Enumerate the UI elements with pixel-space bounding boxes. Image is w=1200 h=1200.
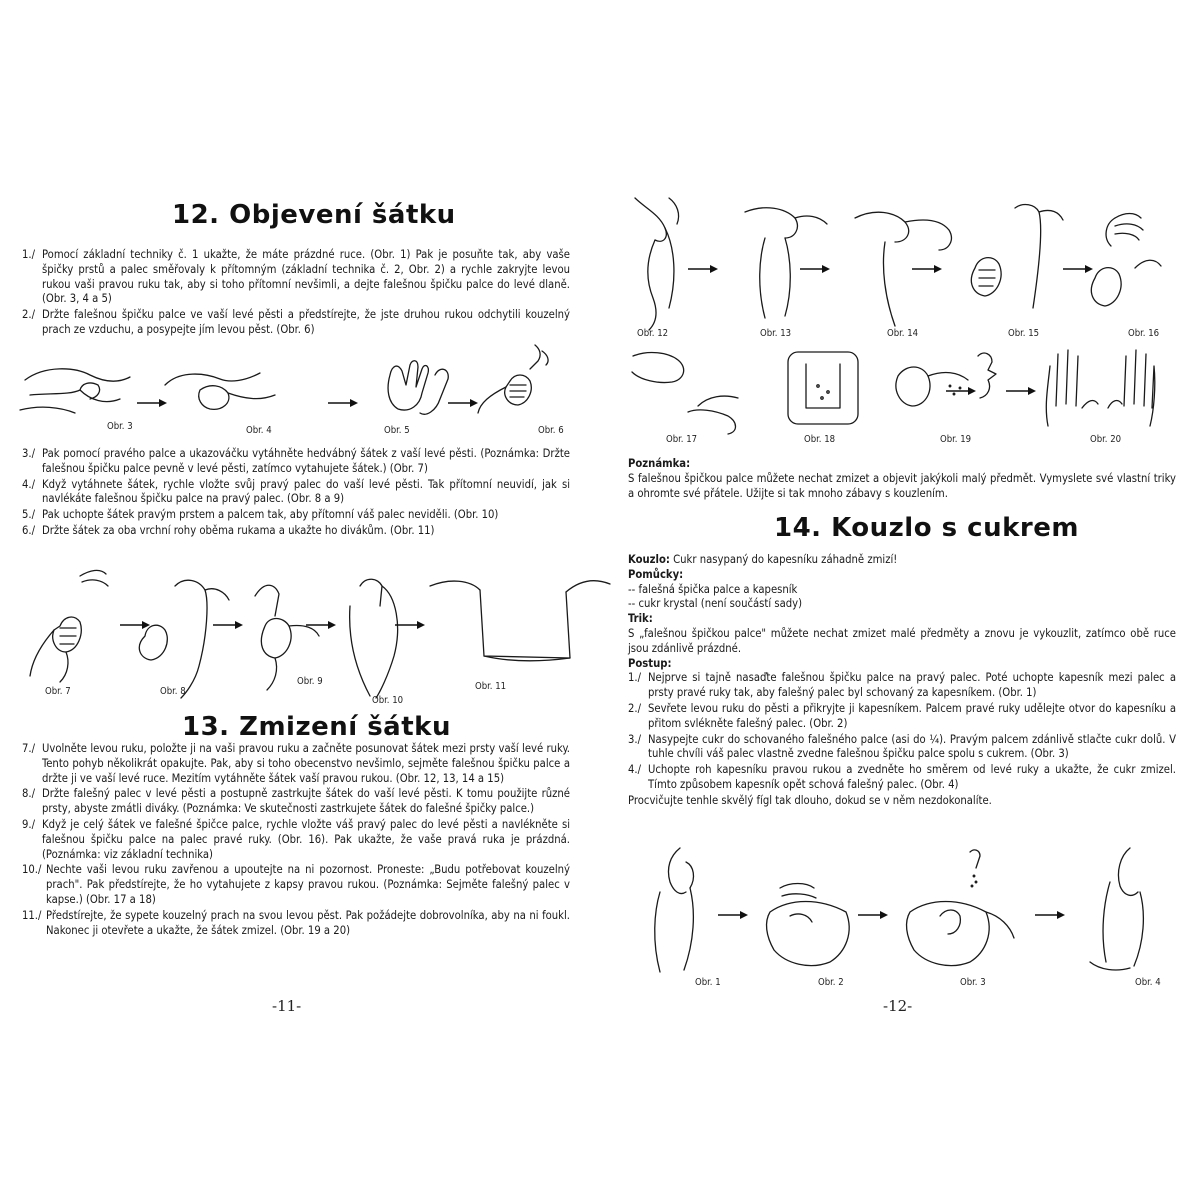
arrow-icon xyxy=(120,620,150,630)
arrow-icon xyxy=(1006,386,1036,396)
figure-label: Obr. 5 xyxy=(384,425,410,436)
figure-label: Obr. 14 xyxy=(887,328,919,339)
figure-label: Obr. 12 xyxy=(637,328,669,339)
figure-label: Obr. 1 xyxy=(695,977,721,988)
figure-label: Obr. 19 xyxy=(940,434,972,445)
step-item: 2./ Sevřete levou ruku do pěsti a přikryjte ji kapesníkem. Palcem pravé ruky udělejte otvor do kapesníku a přitom svlékněte falešný palec. (Obr. 2) xyxy=(628,701,1176,730)
step-item: 5./ Pak uchopte šátek pravým prstem a palcem tak, aby přítomní váš palec neviděli. (Obr. 10) xyxy=(22,508,499,522)
section-12-title: 12. Objevení šátku xyxy=(172,200,456,230)
section-12-steps xyxy=(22,248,570,339)
hand-illustration-obr-7 xyxy=(30,570,108,682)
hands-illustration-obr-13 xyxy=(745,208,827,318)
arrow-icon xyxy=(800,264,830,274)
figure-label: Obr. 18 xyxy=(804,434,836,445)
figure-label: Obr. 3 xyxy=(107,421,133,432)
step-item: 4./ Uchopte roh kapesníku pravou rukou a zvedněte ho směrem od levé ruky a ukažte, že cukr zmizel. Tímto způsobem kapesník opět schová falešný palec. (Obr. 4) xyxy=(628,763,1176,791)
step-item: 2./ Držte falešnou špičku palce ve vaší levé pěsti a předstírejte, že jste druhou rukou odchytili kouzelný prach ze vzduchu, a posypejte jím levou pěst. (Obr. 6) xyxy=(22,308,570,336)
section-12-steps-continued xyxy=(22,447,570,540)
page-number: -11- xyxy=(272,997,302,1015)
pocket-illustration-obr-18 xyxy=(788,352,858,424)
arrow-icon xyxy=(718,910,748,920)
section-14-title: 14. Kouzlo s cukrem xyxy=(774,513,1079,543)
note-label: Poznámka: xyxy=(628,457,691,470)
arrow-icon xyxy=(946,386,976,396)
step-item: 7./ Uvolněte levou ruku, položte ji na vaši pravou ruku a začněte posunovat šátek mezi prsty vaší levé ruky. Tento pohyb několikrát opakujte. Pak, aby si toho obecenstvo nevšimlo, sejměte falešnou špičku palce a držte ji ve vaší levé ruce. Mezitím vytáhněte šátek vaší pravou rukou. (Obr. 12, 13, 14 a 15) xyxy=(22,742,570,785)
arrow-icon xyxy=(328,398,358,408)
arrow-icon xyxy=(448,398,478,408)
page-number: -12- xyxy=(883,997,913,1015)
step-item: 1./ Pomocí základní techniky č. 1 ukažte, že máte prázdné ruce. (Obr. 1) Pak je posuňte tak, aby vaše špičky prstů a palec směřovaly k přítomným (základní technika č. 2, Obr. 2) a rychle zakryjte levou rukou vaši pravou ruku tak, aby si toho přítomní nevšimli, a dejte falešnou špičku palce do levé dlaně. (Obr. 3, 4 a 5) xyxy=(22,248,570,306)
figure-label: Obr. 3 xyxy=(960,977,986,988)
section-13-title: 13. Zmizení šátku xyxy=(182,712,451,742)
figure-label: Obr. 4 xyxy=(1135,977,1161,988)
figure-row-obr-17-20 xyxy=(628,346,1188,436)
figure-label: Obr. 17 xyxy=(666,434,698,445)
figure-label: Obr. 8 xyxy=(160,686,186,697)
note-text: S falešnou špičkou palce můžete nechat zmizet a objevit jakýkoli malý předmět. Vymyslete své vlastní triky a ohromte své přátele. Užijte si tak mnoho zábavy s kouzlením. xyxy=(628,471,1176,500)
section-13-steps xyxy=(22,742,570,939)
section-14-body: Kouzlo: Cukr nasypaný do kapesníku záhadně zmizí! Pomůcky: -- falešná špička palce a kapesník -- cukr krystal (není součástí sady) Trik: S „falešnou špičkou palce" můžete nechat zmizet malé předměty a znovu je vykouzlit, zatímco obě ruce jsou zdánlivě prázdné. Postup: 1./ Nejprve si tajně nasaďte falešnou špičku palce na pravý palec. Poté uchopte kapesník mezi palec a prsty pravé ruky tak, aby falešný palec byl schovaný za kapesníkem. (Obr. 1) 2./ Sevřete levou ruku do pěsti a přikryjte ji kapesníkem. Palcem pravé ruky udělejte otvor do kapesníku a přitom svlékněte falešný palec. (Obr. 2) 3./ Nasypejte cukr do schovaného falešného palce (asi do ¼). Pravým palcem zdánlivě stlačte cukr dolů. V tuhle chvíli váš palec vlastně zvedne falešnou špičku palce spolu s cukrem. (Obr. 3) 4./ Uchopte roh kapesníku pravou rukou a zvedněte ho směrem od levé ruky a ukažte, že cukr zmizel. Tímto způsobem kapesník opět schová falešný palec. (Obr. 4) Procvičujte tenhle skvělý fígl tak dlouho, dokud se v něm nezdokonalíte. xyxy=(628,553,1176,807)
note-block xyxy=(628,457,1176,501)
hands-illustration-obr-3 xyxy=(907,850,1014,966)
figure-label: Obr. 10 xyxy=(372,695,404,706)
trik-text: S „falešnou špičkou palce" můžete nechat zmizet malé předměty a znovu je vykouzlit, zatímco obě ruce jsou zdánlivě prázdné. xyxy=(628,626,1176,655)
hands-illustration-obr-16 xyxy=(1091,214,1161,307)
hands-illustration-obr-1 xyxy=(655,848,694,972)
hands-illustration-obr-4 xyxy=(1090,848,1143,970)
figure-label: Obr. 11 xyxy=(475,681,507,692)
step-item: 10./ Nechte vaši levou ruku zavřenou a upoutejte na ni pozornost. Proneste: „Budu potřebovat kouzelný prach". Pak předstírejte, že ho vytahujete z kapsy pravou rukou. (Poznámka: Sejměte falešný palec v kapse.) (Obr. 17 a 18) xyxy=(22,863,570,906)
hands-illustration-obr-10 xyxy=(350,579,398,698)
figure-label: Obr. 20 xyxy=(1090,434,1122,445)
hands-illustration-obr-9 xyxy=(255,585,319,690)
figure-label: Obr. 4 xyxy=(246,425,272,436)
step-item: 8./ Držte falešný palec v levé pěsti a postupně zastrkujte šátek do vaší levé pěsti. K tomu použijte různé prsty, abyste zmátli diváky. (Poznámka: Ve skutečnosti zastrkujete šátek do falešné špičky palce.) xyxy=(22,787,570,816)
hands-illustration-obr-20 xyxy=(1046,350,1154,426)
hands-illustration-obr-17 xyxy=(632,353,738,434)
arrow-icon xyxy=(1035,910,1065,920)
figure-label: Obr. 13 xyxy=(760,328,792,339)
figure-row-obr-3-6 xyxy=(20,355,580,435)
step-item: 9./ Když je celý šátek ve falešné špičce palce, rychle vložte váš pravý palec do levé pěsti a navlékněte si falešnou špičku palce na palec pravé ruky. (Obr. 16). Pak ukažte, že vaše pravá ruka je prázdná. (Poznámka: viz základní technika) xyxy=(22,817,570,861)
figure-label: Obr. 7 xyxy=(45,686,71,697)
step-item: 4./ Když vytáhnete šátek, rychle vložte svůj pravý palec do vaší levé pěsti. Tak přítomní neuvidí, jak si navlékáte falešnou špičku palce na pravý palec. (Obr. 8 a 9) xyxy=(22,477,570,506)
hands-illustration-obr-11 xyxy=(430,581,610,661)
step-item: 6./ Držte šátek za oba vrchní rohy oběma rukama a ukažte ho divákům. (Obr. 11) xyxy=(22,523,435,537)
arrow-icon xyxy=(912,264,942,274)
list-item: -- falešná špička palce a kapesník xyxy=(628,582,798,596)
arrow-icon xyxy=(1063,264,1093,274)
hand-illustration-obr-6 xyxy=(478,345,548,413)
step-item: 11./ Předstírejte, že sypete kouzelný prach na svou levou pěst. Pak požádejte dobrovolníka, aby na ni foukl. Nakonec ji otevřete a ukažte, že šátek zmizel. (Obr. 19 a 20) xyxy=(22,908,570,937)
arrow-icon xyxy=(213,620,243,630)
figure-label: Obr. 6 xyxy=(538,425,564,436)
hands-illustration-obr-2 xyxy=(767,884,850,966)
figure-label: Obr. 2 xyxy=(818,977,844,988)
hands-illustration-obr-19 xyxy=(896,353,996,406)
figure-label: Obr. 9 xyxy=(297,676,323,687)
arrow-icon xyxy=(306,620,336,630)
hands-illustration-obr-12 xyxy=(635,198,679,330)
arrow-icon xyxy=(688,264,718,274)
right-page xyxy=(600,0,1200,1200)
hands-illustration-obr-4 xyxy=(165,373,275,409)
step-item: 3./ Nasypejte cukr do schovaného falešného palce (asi do ¼). Pravým palcem zdánlivě stlačte cukr dolů. V tuhle chvíli váš palec vlastně zvedne falešnou špičku palce spolu s cukrem. (Obr. 3) xyxy=(628,732,1176,761)
step-item: 3./ Pak pomocí pravého palce a ukazováčku vytáhněte hedvábný šátek z vaší levé pěsti. (Poznámka: Držte falešnou špičku palce pevně v levé pěsti, zatímco vytahujete šátek.) (Obr. 7) xyxy=(22,447,570,475)
hand-illustration-obr-5 xyxy=(388,361,448,415)
arrow-icon xyxy=(137,398,167,408)
hands-illustration-obr-8 xyxy=(139,580,229,698)
closing-text: Procvičujte tenhle skvělý fígl tak dlouho, dokud se v něm nezdokonalíte. xyxy=(628,793,992,807)
hands-illustration-obr-15 xyxy=(971,205,1063,308)
hands-illustration-obr-3 xyxy=(20,369,130,413)
figure-label: Obr. 15 xyxy=(1008,328,1040,339)
step-item: 1./ Nejprve si tajně nasaďte falešnou špičku palce na pravý palec. Poté uchopte kapesník mezi palec a prsty pravé ruky tak, aby falešný palec byl schovaný za kapesníkem. (Obr. 1) xyxy=(628,671,1176,700)
figure-label: Obr. 16 xyxy=(1128,328,1160,339)
list-item: -- cukr krystal (není součástí sady) xyxy=(628,597,803,611)
arrow-icon xyxy=(395,620,425,630)
arrow-icon xyxy=(858,910,888,920)
